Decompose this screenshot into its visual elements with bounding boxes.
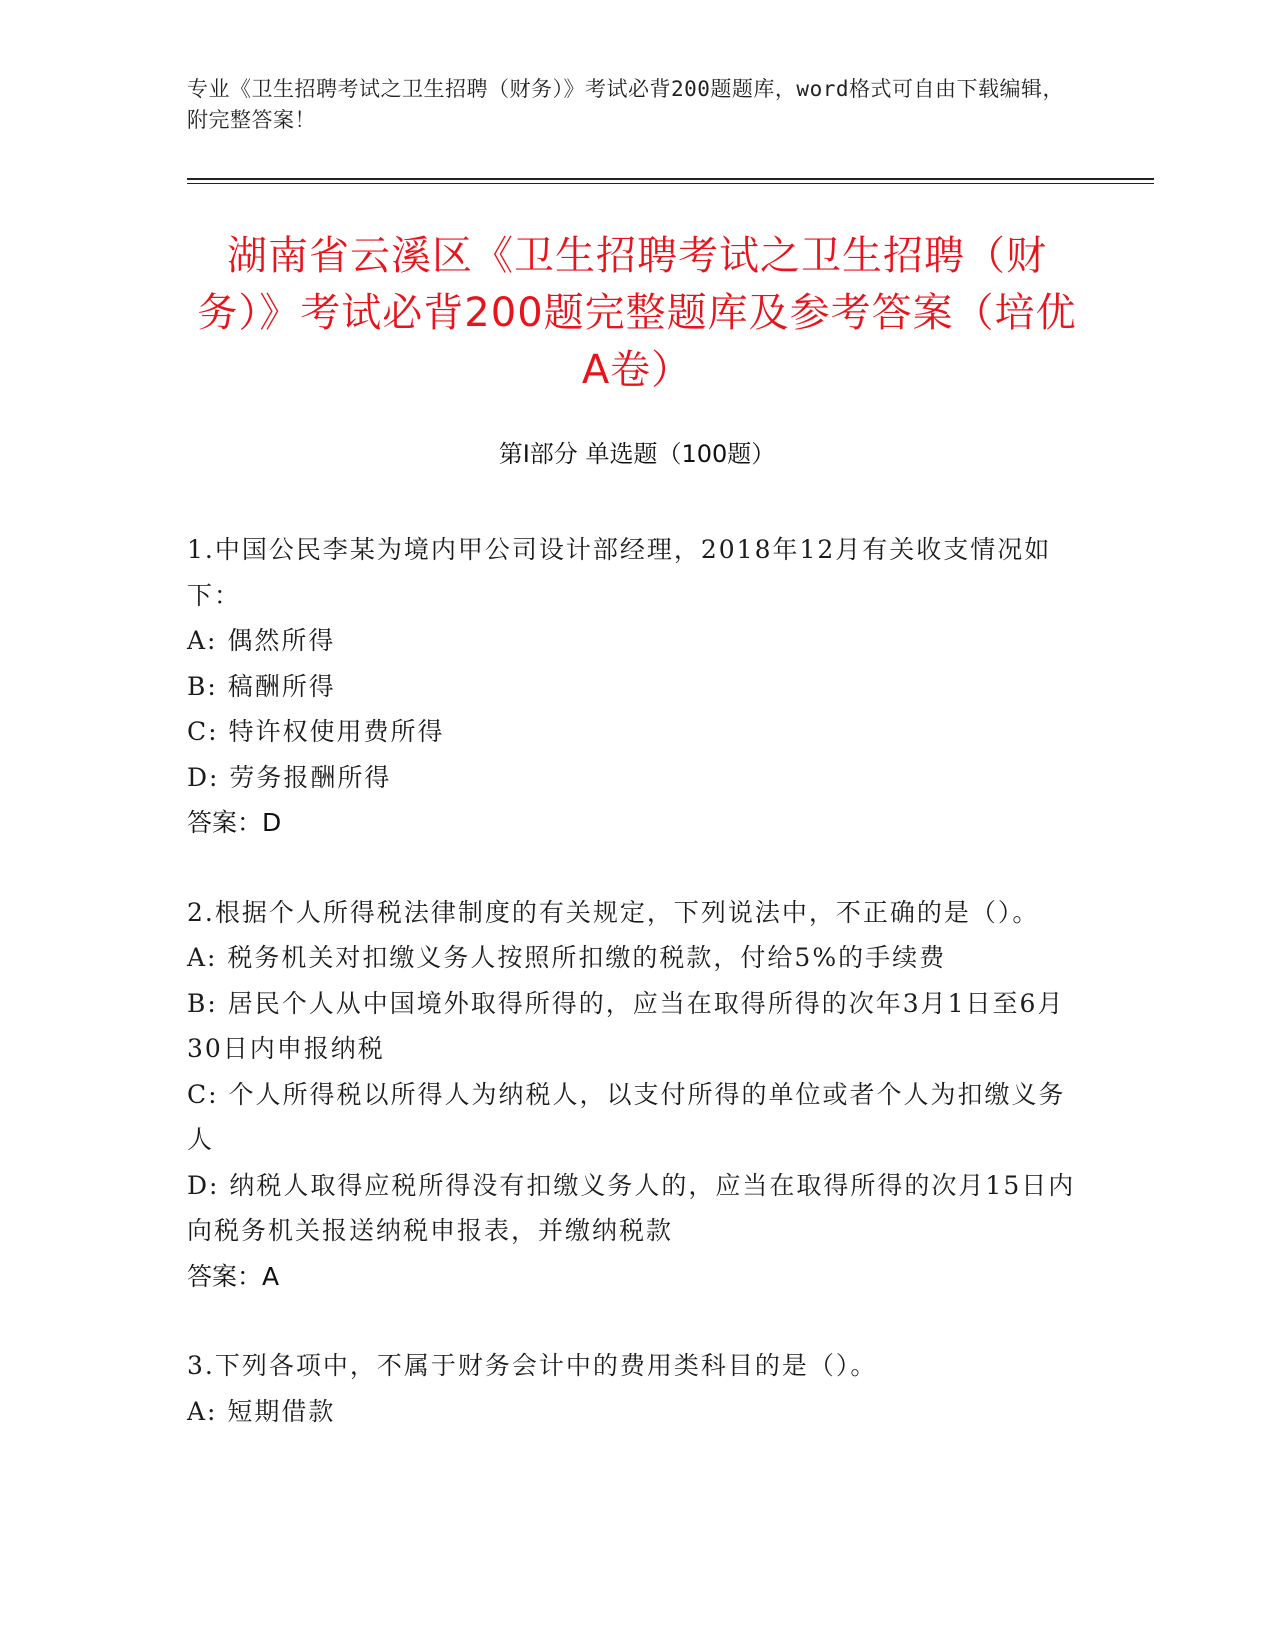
option-c: C: 个人所得税以所得人为纳税人，以支付所得的单位或者个人为扣缴义务人: [187, 1079, 1066, 1154]
header-divider-thin: [187, 183, 1154, 184]
question-list: [187, 527, 1092, 1478]
question-2: [187, 890, 1092, 1300]
question-stem: 2.根据个人所得税法律制度的有关规定，下列说法中，不正确的是（）。: [187, 897, 1040, 927]
option-c: C: 特许权使用费所得: [187, 717, 445, 746]
answer: 答案：D: [187, 808, 282, 837]
option-a: A: 短期借款: [187, 1396, 336, 1426]
header-note: 专业《卫生招聘考试之卫生招聘（财务）》考试必背200题题库，word格式可自由下载编辑，附完整答案！: [187, 77, 1064, 132]
section-title: 第I部分 单选题（100题）: [498, 440, 776, 468]
answer: 答案：A: [187, 1261, 280, 1291]
header-divider-thick: [187, 178, 1154, 180]
document-title: 湖南省云溪区《卫生招聘考试之卫生招聘（财务）》考试必背200题完整题库及参考答案（培优A卷）: [197, 233, 1077, 393]
question-1: [187, 527, 1092, 846]
question-3: [187, 1343, 1092, 1434]
question-stem: 3.下列各项中，不属于财务会计中的费用类科目的是（）。: [187, 1351, 878, 1380]
option-a: A: 税务机关对扣缴义务人按照所扣缴的税款，付给5%的手续费: [187, 943, 947, 972]
option-d: D: 劳务报酬所得: [187, 762, 392, 792]
option-d: D: 纳税人取得应税所得没有扣缴义务人的，应当在取得所得的次月15日内向税务机关报送纳税申报表，并缴纳税款: [187, 1170, 1076, 1245]
option-a: A: 偶然所得: [187, 626, 336, 655]
question-stem: 1.中国公民李某为境内甲公司设计部经理，2018年12月有关收支情况如下：: [187, 535, 1052, 610]
option-b: B: 稿酬所得: [187, 671, 336, 701]
option-b: B: 居民个人从中国境外取得所得的，应当在取得所得的次年3月1日至6月30日内申报纳税: [187, 988, 1065, 1063]
